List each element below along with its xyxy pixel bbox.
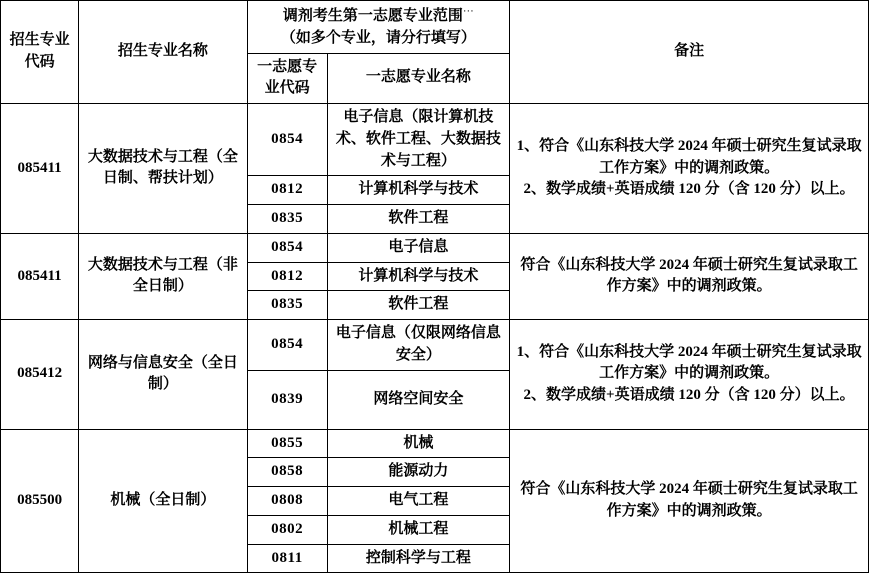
cell-remark: 1、符合《山东科技大学 2024 年硕士研究生复试录取工作方案》中的调剂政策。 2、数学成绩+英语成绩 120 分（含 120 分）以上。 [510,320,869,430]
cell-first-choice-code: 0808 [247,487,327,516]
cell-major-code: 085411 [1,104,79,234]
header-first-choice-code [247,53,327,104]
cell-first-choice-name: 机械工程 [327,515,509,544]
cell-first-choice-code: 0812 [247,176,327,205]
cell-first-choice-name: 电子信息（限计算机技术、软件工程、大数据技术与工程） [327,104,509,176]
cell-remark: 符合《山东科技大学 2024 年硕士研究生复试录取工作方案》中的调剂政策。 [510,429,869,573]
cell-first-choice-name: 软件工程 [327,205,509,234]
header-first-choice-code-line1: 一志愿专 [257,58,318,75]
cell-first-choice-name: 计算机科学与技术 [327,176,509,205]
table-row [1,104,869,176]
header-major-code-line1: 招生专业 [9,32,70,49]
cell-major-code: 085411 [1,233,79,319]
cell-first-choice-code: 0854 [247,233,327,262]
header-first-choice-name: 一志愿专业名称 [327,53,509,104]
cell-first-choice-name: 电气工程 [327,487,509,516]
cell-first-choice-code: 0858 [247,458,327,487]
cell-major-name: 网络与信息安全（全日制） [79,320,247,430]
cell-major-code: 085500 [1,429,79,573]
header-transfer-scope-line1: 调剂考生第一志愿专业范围··· [282,5,474,24]
table-row [1,429,869,458]
cell-major-name: 大数据技术与工程（全日制、帮扶计划） [79,104,247,234]
cell-first-choice-name: 能源动力 [327,458,509,487]
cell-first-choice-code: 0839 [247,370,327,429]
table-header-row-1 [1,1,869,54]
table-row [1,233,869,262]
cell-first-choice-code: 0812 [247,262,327,291]
cell-first-choice-name: 电子信息 [327,233,509,262]
cell-first-choice-name: 软件工程 [327,291,509,320]
cell-remark: 1、符合《山东科技大学 2024 年硕士研究生复试录取工作方案》中的调剂政策。 2、数学成绩+英语成绩 120 分（含 120 分）以上。 [510,104,869,234]
header-remark: 备注 [510,1,869,104]
cell-first-choice-code: 0835 [247,205,327,234]
footnote-marker: ··· [462,5,474,17]
header-first-choice-code-line2: 业代码 [264,80,310,97]
header-major-name: 招生专业名称 [79,1,247,104]
header-transfer-scope-line2: （如多个专业，请分行填写） [280,29,476,46]
cell-first-choice-code: 0802 [247,515,327,544]
table-row [1,320,869,371]
cell-first-choice-name: 网络空间安全 [327,370,509,429]
header-major-code [1,1,79,104]
header-transfer-scope [247,1,510,54]
cell-first-choice-code: 0835 [247,291,327,320]
cell-first-choice-name: 机械 [327,429,509,458]
cell-remark: 符合《山东科技大学 2024 年硕士研究生复试录取工作方案》中的调剂政策。 [510,233,869,319]
cell-first-choice-name: 计算机科学与技术 [327,262,509,291]
cell-major-name: 机械（全日制） [79,429,247,573]
cell-major-name: 大数据技术与工程（非全日制） [79,233,247,319]
header-major-code-line2: 代码 [24,54,55,70]
cell-first-choice-code: 0854 [247,320,327,371]
cell-first-choice-code: 0855 [247,429,327,458]
cell-major-code: 085412 [1,320,79,430]
cell-first-choice-name: 控制科学与工程 [327,544,509,573]
cell-first-choice-name: 电子信息（仅限网络信息安全） [327,320,509,371]
cell-first-choice-code: 0854 [247,104,327,176]
cell-first-choice-code: 0811 [247,544,327,573]
